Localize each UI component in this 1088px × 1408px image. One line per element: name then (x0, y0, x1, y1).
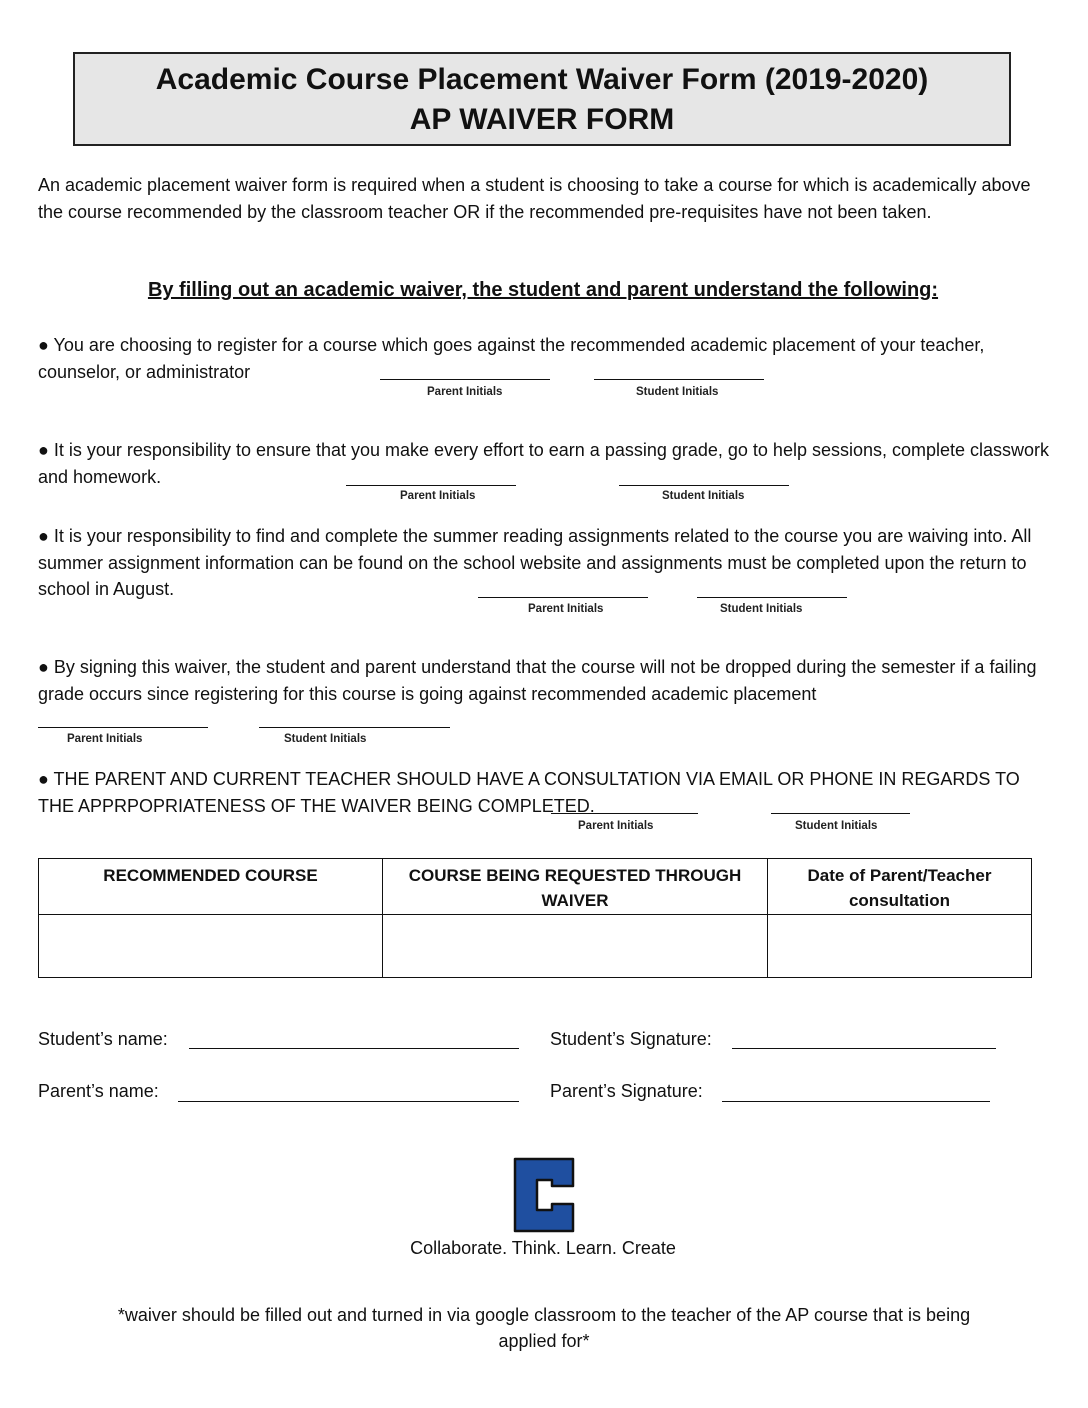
form-subtitle: AP WAIVER FORM (409, 103, 675, 136)
student-initials-line-2[interactable] (619, 485, 789, 486)
student-name-line[interactable] (189, 1048, 519, 1049)
form-title-box (73, 52, 1011, 146)
statement-4: ● By signing this waiver, the student and parent understand that the course will not be dropped during the semester if a failing grade occurs since registering for this course is going against recommended academic placement (38, 657, 1037, 704)
school-tagline: Collaborate. Think. Learn. Create (410, 1238, 676, 1258)
student-name-label: Student’s name: (38, 1029, 168, 1049)
recommended-course-header: RECOMMENDED COURSE (39, 859, 383, 915)
parent-initials-line-1[interactable] (380, 379, 550, 380)
parent-initials-label-1: Parent Initials (427, 386, 503, 398)
recommended-course-cell[interactable] (39, 915, 383, 978)
parent-initials-label-4: Parent Initials (67, 733, 143, 745)
submission-footnote: *waiver should be filled out and turned in via google classroom to the teacher of the AP course that is being applied for* (117, 1305, 971, 1351)
parent-initials-label-3: Parent Initials (528, 603, 604, 615)
parent-name-line[interactable] (178, 1101, 519, 1102)
student-signature-label: Student’s Signature: (550, 1029, 712, 1049)
school-c-logo-icon (512, 1156, 576, 1234)
student-initials-label-2: Student Initials (662, 490, 745, 502)
student-initials-line-3[interactable] (697, 597, 847, 598)
consultation-date-header: Date of Parent/Teacher consultation (768, 859, 1032, 915)
table-header-row (39, 859, 1032, 915)
parent-initials-label-2: Parent Initials (400, 490, 476, 502)
parent-initials-label-5: Parent Initials (578, 820, 654, 832)
student-initials-label-3: Student Initials (720, 603, 803, 615)
student-initials-line-1[interactable] (594, 379, 764, 380)
student-initials-line-4[interactable] (259, 727, 450, 728)
requested-course-cell[interactable] (383, 915, 768, 978)
student-initials-label-1: Student Initials (636, 386, 719, 398)
table-row (39, 915, 1032, 978)
parent-signature-label: Parent’s Signature: (550, 1081, 703, 1101)
student-initials-line-5[interactable] (771, 813, 910, 814)
student-signature-line[interactable] (732, 1048, 996, 1049)
understanding-heading: By filling out an academic waiver, the student and parent understand the following: (147, 279, 939, 301)
intro-paragraph: An academic placement waiver form is required when a student is choosing to take a course for which is academically above the course recommended by the classroom teacher OR if the recommended pre-requisites have not been taken. (38, 175, 1031, 222)
statement-1: ● You are choosing to register for a course which goes against the recommended academic placement of your teacher, counselor, or administrator (38, 335, 985, 382)
parent-signature-line[interactable] (722, 1101, 990, 1102)
parent-initials-line-4[interactable] (38, 727, 208, 728)
statement-3: ● It is your responsibility to find and complete the summer reading assignments related to the course you are waiving into. All summer assignment information can be found on the school website and assignments must be completed upon the return to school in August. (38, 526, 1032, 599)
consultation-date-cell[interactable] (768, 915, 1032, 978)
parent-initials-line-3[interactable] (478, 597, 648, 598)
statement-5: ● THE PARENT AND CURRENT TEACHER SHOULD HAVE A CONSULTATION VIA EMAIL OR PHONE IN REGARDS TO THE APPRPOPRIATENESS OF THE WAIVER BEING COMPLETED. (38, 769, 1020, 816)
requested-course-header: COURSE BEING REQUESTED THROUGH WAIVER (383, 859, 768, 915)
statement-2: ● It is your responsibility to ensure that you make every effort to earn a passing grade, go to help sessions, complete classwork and homework. (38, 440, 1050, 487)
student-initials-label-4: Student Initials (284, 733, 367, 745)
course-table (38, 858, 1032, 978)
parent-name-label: Parent’s name: (38, 1081, 159, 1101)
parent-initials-line-2[interactable] (346, 485, 516, 486)
form-title: Academic Course Placement Waiver Form (2019-2020) (155, 63, 929, 96)
parent-initials-line-5[interactable] (551, 813, 698, 814)
student-initials-label-5: Student Initials (795, 820, 878, 832)
